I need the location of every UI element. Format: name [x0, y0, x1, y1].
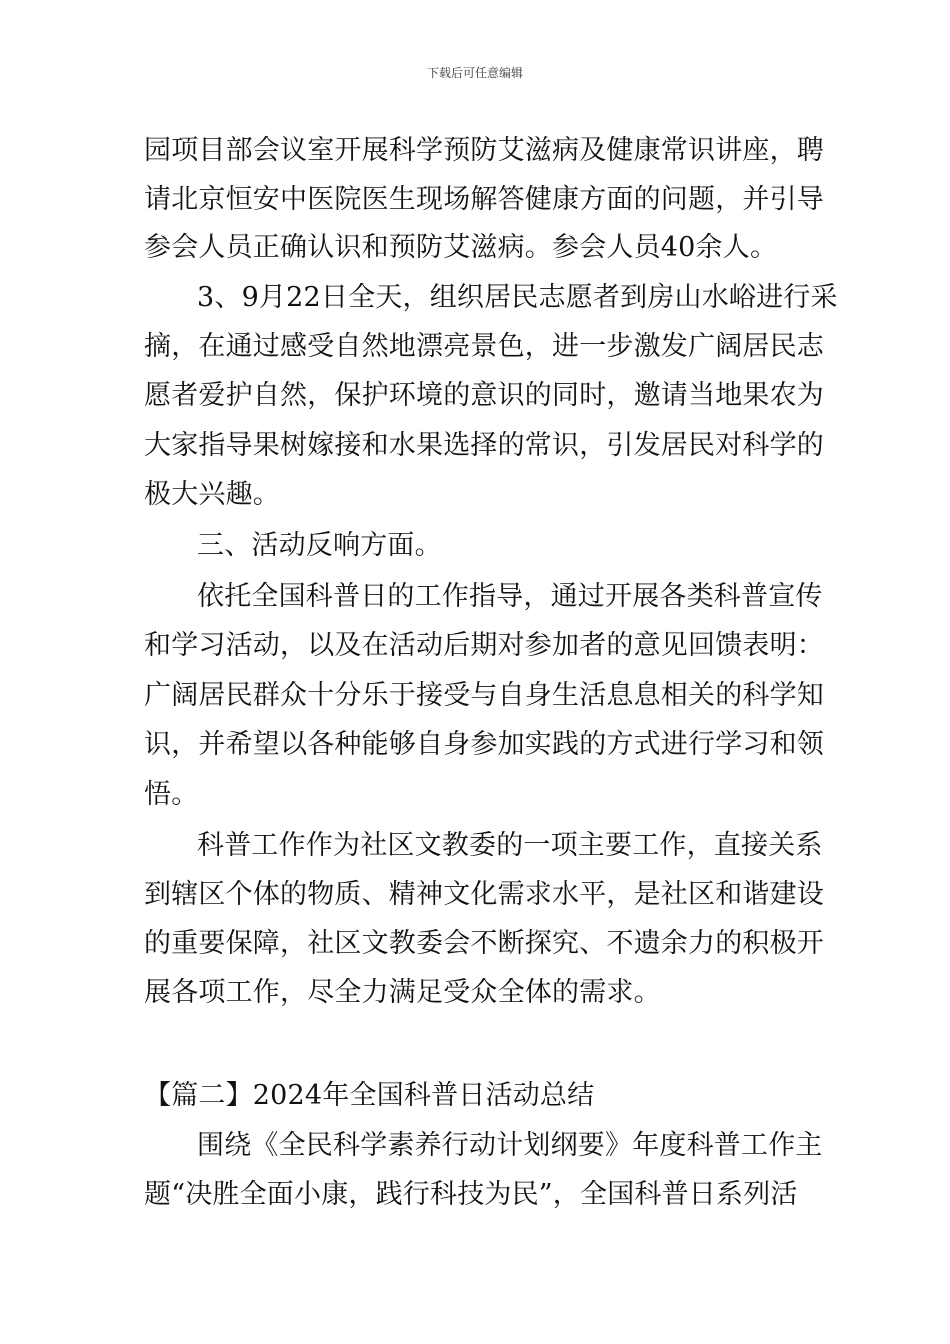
text-line: 广阔居民群众十分乐于接受与自身生活息息相关的科学知 — [144, 680, 824, 711]
text-line: 题“决胜全面小康，践行科技为民”，全国科普日系列活 — [144, 1179, 798, 1210]
text-line: 极大兴趣。 — [144, 479, 280, 510]
text-line: 大家指导果树嫁接和水果选择的常识，引发居民对科学的 — [144, 430, 824, 461]
text-line: 围绕《全民科学素养行动计划纲要》年度科普工作主 — [197, 1130, 823, 1161]
text-line: 请北京恒安中医院医生现场解答健康方面的问题，并引导 — [144, 184, 824, 215]
text-line: 和学习活动，以及在活动后期对参加者的意见回馈表明： — [144, 630, 824, 661]
section-heading: 三、活动反响方面。 — [197, 530, 442, 561]
article-title: 【篇二】2024年全国科普日活动总结 — [144, 1080, 595, 1111]
text-line: 参会人员正确认识和预防艾滋病。参会人员40余人。 — [144, 232, 778, 263]
text-line: 摘，在通过感受自然地漂亮景色，进一步激发广阔居民志 — [144, 331, 824, 362]
page-header: 下载后可任意编辑 — [426, 66, 523, 80]
text-line: 的重要保障，社区文教委会不断探究、不遗余力的积极开 — [144, 928, 824, 959]
text-line: 3、9月22日全天，组织居民志愿者到房山水峪进行采 — [197, 282, 838, 313]
text-line: 园项目部会议室开展科学预防艾滋病及健康常识讲座，聘 — [144, 135, 824, 166]
text-line: 悟。 — [144, 779, 199, 810]
text-line: 到辖区个体的物质、精神文化需求水平，是社区和谐建设 — [144, 879, 824, 910]
text-line: 依托全国科普日的工作指导，通过开展各类科普宣传 — [197, 581, 823, 612]
text-line: 展各项工作，尽全力满足受众全体的需求。 — [144, 977, 661, 1008]
text-line: 愿者爱护自然，保护环境的意识的同时，邀请当地果农为 — [144, 380, 824, 411]
text-line: 科普工作作为社区文教委的一项主要工作，直接关系 — [197, 830, 823, 861]
text-line: 识，并希望以各种能够自身参加实践的方式进行学习和领 — [144, 729, 824, 760]
